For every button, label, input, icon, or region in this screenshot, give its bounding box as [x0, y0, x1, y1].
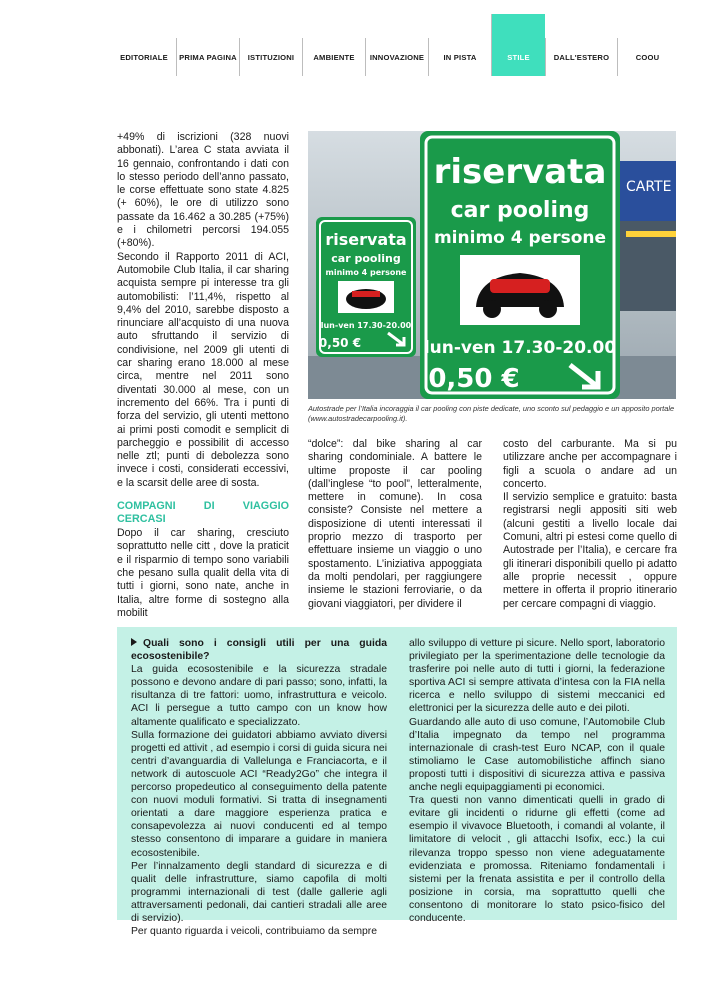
article-column-2 [308, 438, 482, 611]
small-sign-line-2: car pooling [331, 252, 401, 265]
big-sign-line-4: lun-ven 17.30-20.00 [423, 338, 617, 358]
interview-question: Quali sono i consigli utili per una guida ecosostenibile? [131, 638, 387, 663]
nav-item-stile[interactable]: STILE [491, 14, 545, 76]
article-paragraph: Dopo il car sharing, cresciuto soprattutto nelle citt , dove la praticit e il risparmio di tempo sono variabili che pesano sulla qualit della vita di tutti i giorni, sono nate, anche in Italia, altre forme di sostegno alla mobilit [117, 527, 289, 619]
interview-paragraph: Per l’innalzamento degli standard di sicurezza e di qualit delle infrastrutture, siamo capofila di molti programmi internazionali di test (dalle gallerie agli attraversamenti pedonali, dai cantieri stradali alle aree di servizio). [131, 860, 387, 924]
small-sign-line-4: lun-ven 17.30-20.00 [320, 321, 412, 330]
nav-item-istituzioni[interactable]: ISTITUZIONI [239, 38, 302, 76]
article-paragraph: costo del carburante. Ma si pu utilizzare anche per accompagnare i figli a scuola o andare ad un concerto. [503, 438, 677, 490]
interview-box [117, 627, 677, 938]
interview-paragraph: Guardando alle auto di uso comune, l’Automobile Club d’Italia impegnato da tempo nel programma internazionale di crash-test Euro NCAP, con il quale stimoliamo le Case automobilistiche affinch siano proposti tutti i dispositivi di sicurezza attiva e passiva anche negli equipaggiamenti pi economici. [409, 716, 665, 794]
nav-item-innovazione[interactable]: INNOVAZIONE [365, 38, 428, 76]
small-sign-line-5: 0,50 € [318, 336, 362, 350]
big-sign-line-1: riservata [433, 152, 607, 192]
nav-item-prima-pagina[interactable]: PRIMA PAGINA [176, 38, 239, 76]
section-nav [112, 38, 677, 76]
big-sign-line-3: minimo 4 persone [433, 228, 607, 248]
interview-paragraph: La guida ecosostenibile e la sicurezza stradale possono e devono andare di pari passo; sono, infatti, la risultanza di tre fattori: uomo, infrastruttura e veicolo. ACI li persegue a tutto campo con un know how altamente qualificato e specializzato. [131, 664, 387, 728]
interview-paragraph: Per quanto riguarda i veicoli, contribuiamo da sempre [131, 926, 378, 938]
nav-item-ambiente[interactable]: AMBIENTE [302, 38, 365, 76]
nav-item-in-pista[interactable]: IN PISTA [428, 38, 491, 76]
article-paragraph: +49% di iscrizioni (328 nuovi abbonati). L’area C stata avviata il 16 gennaio, confrontando i dati con lo stesso periodo dell’anno passato, le corse effettuate sono state 4.825 (+ 60%), le ore di utilizzo sono passate da 16.462 a 30.285 (+75%) e i chilometri percorsi 194.055 (+80%). [117, 131, 289, 250]
article-paragraph: Secondo il Rapporto 2011 di ACI, Automobile Club Italia, il car sharing acquista sempre pi interesse tra gli automobilisti: l’11,4%, rispetto al 9,4% del 2010, sarebbe disposto a rinunciare all’acquisto di una nuova auto sfruttando il servizio di condivisione, nel 2009 gli utenti di car sharing erano 18.000 al mese circa, mentre nel 2011 sono diventati 30.000 al mese, con un incremento del 66%. Tra i punti di forza del servizio, gli utenti mettono ai primi posti comodit e semplicit di parcheggio e possibilit di accesso nelle ztl; punti di debolezza sono invece i costi, considerati eccessivi, e la scarsit delle aree di sosta. [117, 250, 289, 489]
article-paragraph: “dolce”: dal bike sharing al car sharing condominiale. A battere le ultime proposte il car pooling (dall’inglese “to pool”, letteralmente, mettere in comune). In cosa consiste? Consiste nel mettere a disposizione di utenti interessati il proprio mezzo di trasporto per effettuare insieme un viaggio o uno spostamento. L’iniziativa appoggiata da molti pendolari, per raggiungere insieme le stazioni ferroviarie, o da giovani viaggiatori, per dividere il [308, 438, 482, 610]
car-pooling-signs-illustration [308, 131, 676, 399]
small-sign-line-1: riservata [325, 230, 407, 249]
small-sign-line-3: minimo 4 persone [325, 268, 407, 277]
big-sign-line-2: car pooling [450, 198, 590, 223]
interview-column-right [409, 637, 665, 925]
nav-item-editoriale[interactable]: EDITORIALE [120, 52, 168, 62]
interview-column-left [131, 637, 387, 938]
interview-paragraph: Sulla formazione dei guidatori abbiamo avviato diversi progetti ed attivit , ad esempio i corsi di guida sicura nei centri d’avanguardia di Vallelunga e Franciacorta, e il network di autoscuole ACI “Ready2Go” che integra il percorso propedeutico al conseguimento della patente con nuovi moduli formativi. Si tratta di insegnamenti orientati a dare maggiore esperienza pratica e consapevolezza ai nuovi conducenti ed al tempo stesso consentono di imparare a guidare in maniera ecosostenibile. [131, 729, 387, 859]
article-column-3 [503, 438, 677, 611]
car-pooling-photo [308, 131, 676, 399]
overhead-sign-text: CARTE [626, 179, 672, 195]
interview-paragraph: Tra questi non vanno dimenticati quelli in grado di evitare gli incidenti o ridurne gli effetti (come ad esempio il vivavoce Bluetooth, i comandi al volante, il limitatore di velocit , gli attacchi Isofix, ecc.) la cui rilevanza troppo spesso non viene adeguatamente evidenziata e promossa. Riteniamo fondamentali i sistemi per la frenata assistita e per il controllo della posizione in corsia, ma soprattutto quelli che consentono di monitorare lo stato psico-fisico del conducente. [409, 795, 665, 924]
triangle-bullet-icon [131, 638, 137, 646]
photo-caption: Autostrade per l’Italia incoraggia il car pooling con piste dedicate, uno sconto sul pedaggio e un apposito portale (www.autostradecarpooling.it). [308, 404, 675, 423]
section-subhead: COMPAGNI DI VIAGGIO CERCASI [117, 500, 289, 526]
interview-paragraph: allo sviluppo di vetture pi sicure. Nello sport, laboratorio privilegiato per la sperimentazione delle tecnologie da trasferire poi nelle auto di tutti i giorni, la federazione sportiva ACI si sempre attivata d’intesa con la FIA nella ricerca e nello sviluppo di sistemi meccanici ed elettronici per la sicurezza delle auto e dei piloti. [409, 638, 665, 715]
article-paragraph: Il servizio semplice e gratuito: basta registrarsi negli appositi siti web (alcuni gestiti a livello locale dai Comuni, altri pi estesi come quello di Autostrade per l’Italia), e cercare fra gli itinerari disponibili quello pi adatto alle proprie necessit , oppure mettere in offerta il proprio itinerario per cercare compagni di viaggio. [503, 491, 677, 610]
article-column-1 [117, 131, 289, 620]
nav-item-dall-estero[interactable]: DALL'ESTERO [545, 38, 617, 76]
big-sign-line-5: 0,50 € [428, 364, 520, 394]
nav-item-coou[interactable]: COOU [617, 38, 677, 76]
